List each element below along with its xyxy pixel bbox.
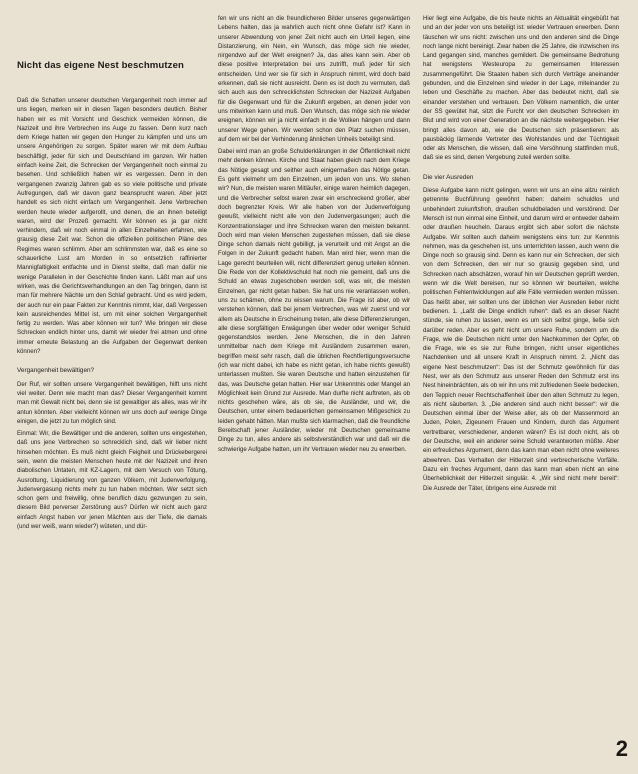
section-heading: Die vier Ausreden	[423, 173, 474, 181]
article-title: Nicht das eigene Nest beschmutzen	[17, 60, 184, 71]
page-number: 2	[615, 736, 628, 761]
paragraph: Hier liegt eine Aufgabe, die bis heute nichts an Aktualität eingebüßt hat und an der jeder von uns beteiligt ist: wieder Vertrauen erwerben. Denn täuschen wir uns nicht: zwischen uns und den anderen sind die Dinge noch lange nicht bereinigt. Zwar haben die 25 Jahre, die inzwischen ins Land gegangen sind, manches gemildert. Die gemeinsame Bedrohung hat wenigstens Westeuropa zu gemeinsamen Interessen zusammengeführt. Die Staaten haben sich durch Verträge aneinander gebunden, und die Einzelnen sind wieder in der Lage, miteinander zu leben und Geschäfte zu machen. Aber das bedeutet nicht, daß sie einander verstehen und vertrauen. Den Völkern namentlich, die unter der SS gewütet hat, sitzt die Furcht vor den deutschen Schrecken im Blut und wird von einer Generation an die nächste weitergegeben. Hier bringt alles davon ab, wie die Deutschen sich präsentieren: als pausbäckig lärmende Vertreter des Wohlstandes und der Tüchtigkeit oder als Menschen, die wissen, daß eine Versöhnung stattfinden muß, daß sie es sind, denen Vergebung zuteil werden sollte.	[423, 15, 619, 162]
paragraph: Einmal: Wir, die Bewältiger und die anderen, sollten uns eingestehen, daß uns jene Verbrechen so schrecklich sind, daß wir lieber nicht hinsehen möchten. Es muß nicht gleich Feigheit und Drückebergerei sein, wenn die meisten Menschen heute mit der Nazizeit und ihren diabolischen Untaten, mit KZ-Lagern, mit dem Versuch von Tötung, Ausrottung, Liquidierung von ganzen Völkern, mit Judenverfolgung, Judenvergasung nichts mehr zu tun haben möchten. Wer setzt sich schon gern und freiwillig, ohne beruflich dazu gezwungen zu sein, diesem Bild perverser Zerstörung aus? Dürfen wir nicht auch ganz einfach Angst haben vor jenen Mächten aus der Tiefe, die damals (und wer weiß, wann wieder?) wüteten, und dür-	[17, 430, 207, 531]
column-2	[218, 14, 410, 457]
column-3	[423, 14, 619, 496]
paragraph: Der Ruf, wir sollten unsere Vergangenheit bewältigen, hilft uns nicht viel weiter. Denn wie macht man das? Dieser Vergangenheit kommt man mit Gewalt nicht bei, denn sie ist gewaltiger als alles, was wir ihr antun könnten. Aber vielleicht können wir uns doch auf wenige Dinge einigen, die jetzt zu tun möglich sind.	[17, 380, 207, 425]
column-1	[17, 96, 207, 534]
paragraph: fen wir uns nicht an die freundlicheren Bilder unseres gegenwärtigen Lebens halten, das ja wahrlich auch nicht ohne Gefahr ist? Kann in unserer Abwendung von jener Zeit nicht auch ein Urteil liegen, eine Distanzierung, ein Nein, ein Wunsch, das möge sich nie wieder, nirgendwo auf der Welt ereignen? Ja, das alles kann sein. Aber ob diese positive Interpretation bei uns zutrifft, muß jeder für sich entscheiden. Und wer sie für sich in Anspruch nimmt, wird doch bald erkennen, daß sie nicht ausreicht. Denn es ist doch zu vermuten, daß sich auch aus den schrecklichsten Schrecken der Nazizeit Aufgaben für die Gegenwart und für die Zukunft ergeben, an denen jeder von uns mitwirken kann und muß. Den Wunsch, das möge sich nie wieder ereignen, können wir ja nicht einfach in die Wolken hängen und dann unserer Wege gehen. Wir werden schon den Platz suchen müssen, auf dem wir bei der Verhinderung ähnlichen Unheils beteiligt sind.	[218, 15, 410, 143]
paragraph: Daß die Schatten unserer deutschen Vergangenheit noch immer auf uns liegen, merken wir in diesen Tagen besonders deutlich. Bisher haben wir es mit Vorsicht und Geschick vermeiden können, die Nazizeit und ihre Verbrechen ins Auge zu fassen. Denn kurz nach dem Kriege hatten wir gegen den Hunger zu kämpfen und uns um unsere Angehörigen zu sorgen. Später waren wir mit dem Aufbau beschäftigt, jeder für sich und Deutschland im ganzen. Wir hatten einfach keine Zeit, die Schrecken der Vergangenheit noch einmal zu besehen. Und schließlich haben wir es vergessen. Denn in den vergangenen zwanzig Jahren gab es so viele politische und private Aufregungen, daß wir davon ganz beansprucht waren. Aber jetzt handelt es sich nicht einfach um Vergangenheit. Jene Verbrechen werden heute wieder aufgerollt, und denen, die an ihnen beteiligt waren, wird der Prozeß gemacht. Wir können es ja gar nicht verhindern, daß wir noch einmal in allen Einzelheiten erfahren, wie grausig diese Zeit war. Schon die offiziellen politischen Pläne des Regimes waren schlimm. Aber am schlimmsten war, daß es eine so schauerliche Lust am Morden in so entsetzlich raffinierter Mannigfaltigkeit entfachte und in Dienst stellte, daß man dafür nie wenige Parallelen in der Geschichte finden kann. Läßt man auf uns wirken, was die Gerichtsverhandlungen an den Tag bringen, dann ist man für mehrere Nächte um den Schlaf gebracht. Und es wird jedem, der auch nur ein paar Fakten zur Kenntnis nimmt, klar, daß Vergessen kein ausreichendes Mittel ist, um mit einer solchen Vergangenheit fertig zu werden. Was aber können wir tun? Wie bringen wir diese Schrecken endlich hinter uns, damit wir wieder frei atmen und ohne immer erneute Belastung an die Aufgaben der Gegenwart denken können?	[17, 97, 207, 356]
paragraph: Diese Aufgabe kann nicht gelingen, wenn wir uns an eine allzu reinlich getrennte Buchführung gewöhnt haben: daheim schuldlos und unbehindert zukunftsfroh, draußen schuldbeladen und verstörend. Der Mensch ist nun einmal eine Einheit, und darum wird er entweder daheim oder draußen heucheln. Daraus ergibt sich aber sofort die nächste Aufgabe. Wir sollten auch daheim wenigstens eins tun: zur Kenntnis nehmen, was da geschehen ist, uns unterrichten lassen, auch wenn die Dinge noch so grausig sind. Denn es kann nur ein Schrecken, der sich von dem Schrecken, den wir nur so grausig gegeben sind, und Schrecken nach abschätzen, worauf hin wir Deutschen geprüft werden, wenn wir die Welt bereisen, nur so können wir beurteilen, welche politischen Fehlentwicklungen auf alle Fälle vermieden werden müssen. Das heißt aber, wir sollten uns der üblichen vier Ausreden lieber nicht bedienen. 1. „Laßt die Dinge endlich ruhen“: daß es an dieser Nacht stünde, sie ruhen zu lassen, wenn es um sich selbst ginge, ließe sich darüber reden. Aber es geht nicht um unsere Ruhe, sondern um die Frage, wie die Deutschen nicht unter den Nachkommen der Opfer, ob die Frage, wie es sie zur Ruhe bringen, nicht unser eigentliches Nachdenken und all unsere Kraft in Anspruch nimmt. 2. „Nicht das eigene Nest beschmutzen“: Das ist der Schmutz gewöhnlich für das Nest, wer als den Schmutz aus unserer Reden den Schmutz erst ins Nest hineinbrächten, als ob wir ihn uns mit zufriedenen Seele bedecken, den Teppich neuer Rechtschaffenheit über den alten Schmutz zu legen, als nicht säuberten. 3. „Die anderen sind auch nicht besser“: wir die Deutschen einmal über der Weise aller, als ob der Massenmord an Juden, Polen, Zigeunern Frauen und Kindern, durch das Argument vertretbarer, verschiedener, anderen wären? Es ist doch nicht, als ob der Deutsche, weil ein anderer seine Schuld verantworten müßte. Aber ein erfreuliches Argument, denn das kann man eben nicht ohne weiteres abwehren. Das Verhalten der Hitlerzeit sind verbrecherische Vorfälle. Dazu ein freches Argument, dann das kann man eben nicht an eine Überheblichkeit der Hitlerzeit singulär. 4. „Wir sind nicht mehr bereit“: Die Ausrede der Täter, übrigens eine Ausrede mit	[423, 187, 619, 492]
paragraph: Dabei wird man an große Schulderklärungen in der Öffentlichkeit nicht mehr denken können. Kirche und Staat haben gleich nach dem Kriege das Nötige gesagt und seither auch einigermaßen das Nötige getan. Es geht vielmehr um den Einzelnen, um jeden von uns. Wo stehen wir? Nun, die meisten waren Mitläufer, einige waren heimlich dagegen, und die Verbrecher selbst waren zwar ein erschreckend großer, aber doch begrenzter Kreis. Wir alle haben von der Judenverfolgung gewußt, vielleicht nicht alle von den Judenvergasungen; auch die Konzentrationslager und ihre Schrecken waren den meisten bekannt. Doch wird man vielen Menschen zugestehen müssen, daß sie diese Dinge schon damals nicht gebilligt, ja verurteilt und mit Angst an die Folgen in der Zukunft gedacht haben. Man wird hier, wenn man die Lage gerecht beurteilen will, nicht differenziert genug urteilen können. Die Rede von der Kollektivschuld hat noch nie gemeint, daß uns die Schuld an etwas zugeschoben werden soll, was wir, die meisten Einzelnen, gar nicht getan haben. Sie hat uns nie veranlassen wollen, uns zu schämen, ohne zu wissen warum. Die Frage ist aber, ob wir verstehen können, daß bei jenem Verbrechen, was wir zuerst und vor allem als Deutsche in Erscheinung treten, alle diese Differenzierungen, alle diese sorgfältigen Erwägungen über weder oder weniger Schuld gegenstandslos werden. Jene Menschen, die in den Jahren unmittelbar nach dem Kriege mit Ausländern zusammen waren, begriffen meist sehr rasch, daß die üblichen Rechtfertigungsversuche (ich war nicht dabei, ich habe es nicht getan, ich habe nichts gewußt) unterlassen mußten. Sie waren Deutsche und hatten einzustehen für das, was Deutsche getan hatten. Hier war Unkenntnis oder Mangel an Möglichkeit kein Grund zur Ausrede. Man durfte nicht auftreten, als ob nichts geschehen wäre, als ob sie, die Ausländer, und wir, die Deutschen, unter einem bedauerlichen gemeinsamen Mißgeschick zu leiden gehabt hätten. Man mußte sich klarmachen, daß die freundliche Bereitschaft jener Ausländer, wieder mit Deutschen gemeinsame Dinge zu tun, alles andere als selbstverständlich war und daß wir die schwierige Aufgabe hatten, um ihr Vertrauen wieder neu zu erwerben.	[218, 148, 410, 453]
section-heading: Vergangenheit bewältigen?	[17, 367, 95, 375]
